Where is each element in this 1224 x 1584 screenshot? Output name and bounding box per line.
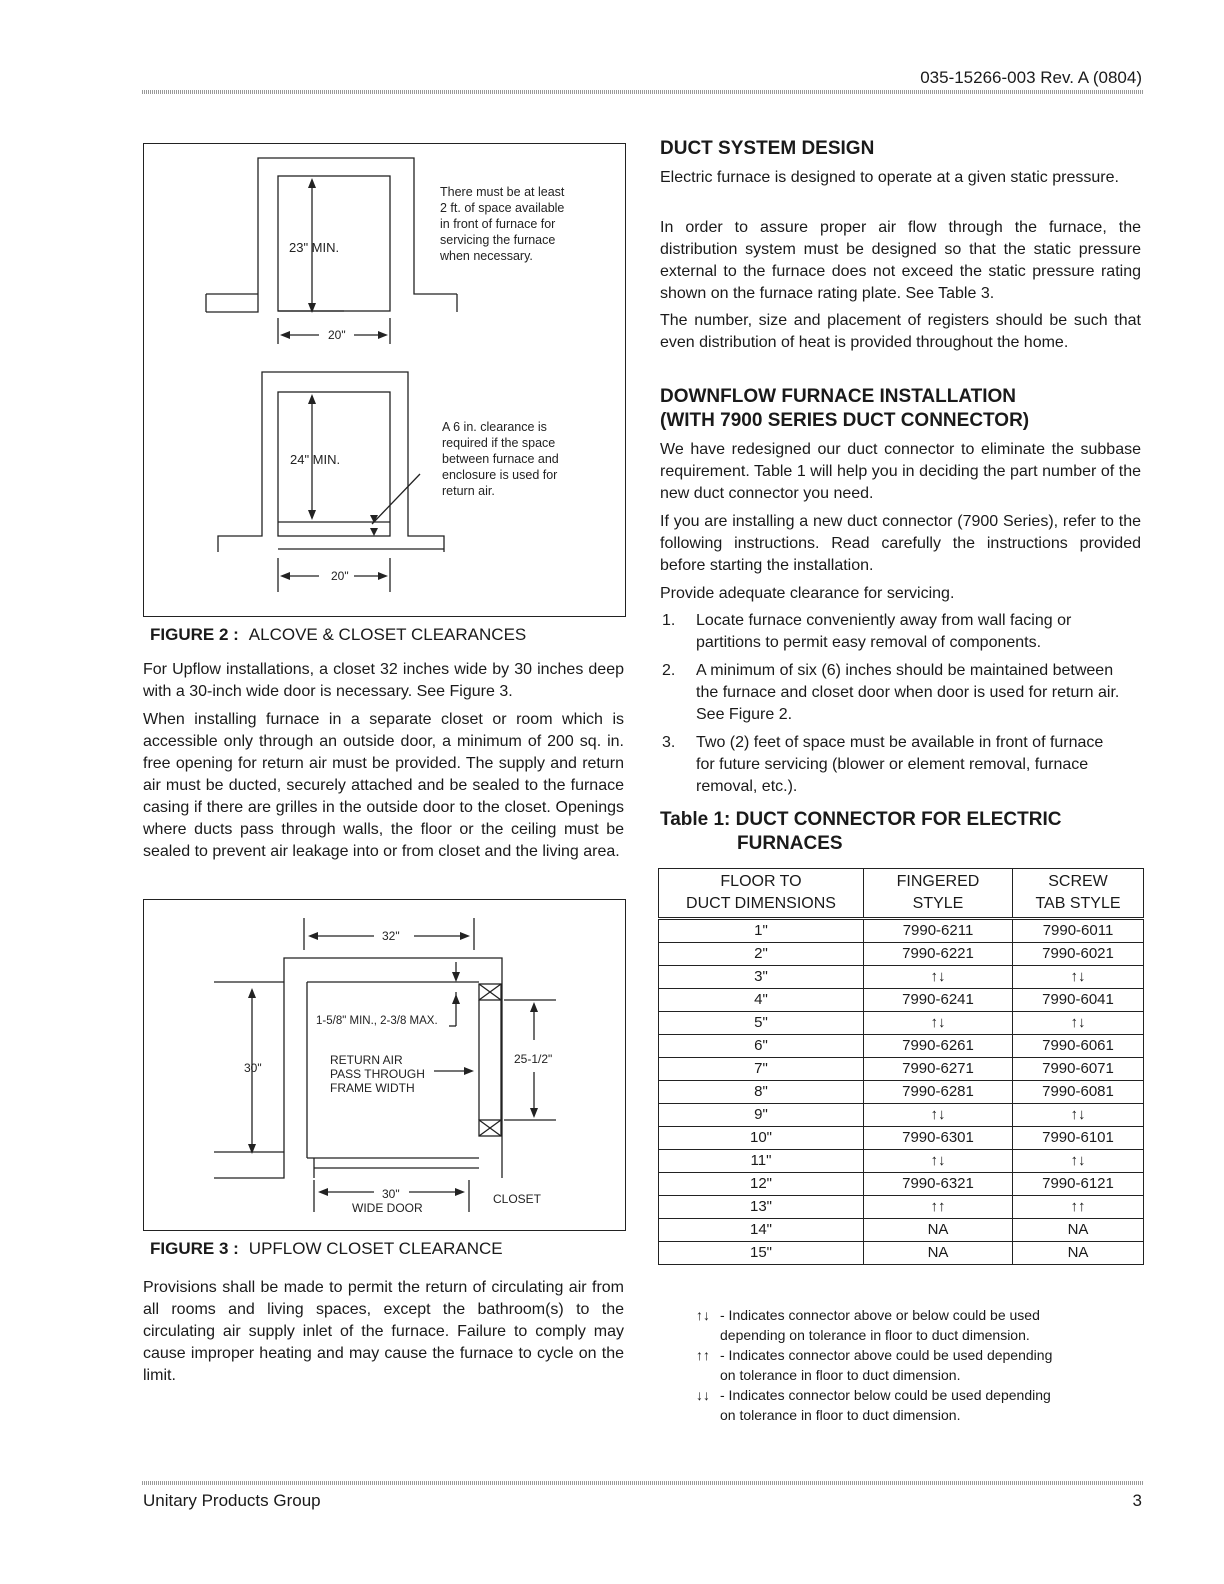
floor-to-duct-cell: 9" [659, 1104, 864, 1127]
screw-tab-style-cell: ↑↓ [1013, 1150, 1144, 1173]
floor-to-duct-cell: 12" [659, 1173, 864, 1196]
table-1-title [660, 808, 1061, 856]
table-row [659, 943, 1144, 966]
fingered-style-cell: 7990-6211 [864, 919, 1013, 943]
install-step [660, 610, 1120, 654]
header-rule [142, 90, 1144, 94]
fingered-style-cell: ↑↓ [864, 1150, 1013, 1173]
downflow-para-2: If you are installing a new duct connector (7900 Series), refer to the following instructions. Read carefully the instructions provided before starting the installation. [660, 513, 1141, 574]
top-note-line: servicing the furnace [440, 233, 556, 247]
fingered-style-cell: ↑↓ [864, 1104, 1013, 1127]
table-row [659, 1035, 1144, 1058]
table-row [659, 1150, 1144, 1173]
bottom-note-line: enclosure is used for [442, 468, 558, 482]
duct-design-para-2: In order to assure proper air flow through the furnace, the distribution system must be designed so that the static pressure external to the furnace does not exceed the static pressure rating shown on the furnace rating plate. See Table 3. [660, 219, 1141, 302]
footer-company: Unitary Products Group [143, 1491, 321, 1510]
screw-tab-style-cell: ↑↑ [1013, 1196, 1144, 1219]
top-note-line: in front of furnace for [440, 217, 556, 231]
table-1-title-line-2: FURNACES [737, 833, 843, 854]
step-number: 3. [662, 734, 676, 751]
table-row [659, 1012, 1144, 1035]
fingered-style-cell: ↑↑ [864, 1196, 1013, 1219]
screw-tab-style-cell: ↑↓ [1013, 1104, 1144, 1127]
header-screw-tab-style: SCREW TAB STYLE [1013, 869, 1144, 919]
floor-to-duct-cell: 13" [659, 1196, 864, 1219]
screw-tab-style-cell: 7990-6081 [1013, 1081, 1144, 1104]
step-text: A minimum of six (6) inches should be maintained between the furnace and closet door when door is used for return air. See Figure 2. [696, 662, 1120, 723]
fingered-style-cell: ↑↓ [864, 966, 1013, 989]
duct-design-para-3: The number, size and placement of registers should be such that even distribution of heat is provided throughout the home. [660, 312, 1141, 351]
downflow-heading-line-1: DOWNFLOW FURNACE INSTALLATION [660, 386, 1017, 407]
floor-to-duct-cell: 2" [659, 943, 864, 966]
table-header-row [659, 869, 1144, 919]
upflow-paragraph: For Upflow installations, a closet 32 inches wide by 30 inches deep with a 30-inch wide door is necessary. See Figure 3. [143, 661, 624, 700]
figure-3-title: UPFLOW CLOSET CLEARANCE [248, 1239, 503, 1258]
return-air-line: RETURN AIR [330, 1053, 403, 1067]
floor-to-duct-cell: 4" [659, 989, 864, 1012]
duct-connector-table [658, 868, 1144, 1265]
return-air-line: PASS THROUGH [330, 1067, 425, 1081]
floor-to-duct-cell: 8" [659, 1081, 864, 1104]
figure-2-title: ALCOVE & CLOSET CLEARANCES [248, 625, 527, 644]
table-row [659, 1081, 1144, 1104]
fingered-style-cell: 7990-6221 [864, 943, 1013, 966]
arrow-down-down-icon: ↓↓ [696, 1387, 710, 1403]
table-row [659, 1196, 1144, 1219]
bottom-note [442, 420, 559, 498]
screw-tab-style-cell: 7990-6061 [1013, 1035, 1144, 1058]
arrow-up-up-icon: ↑↑ [696, 1347, 710, 1363]
depth-30-label: 30" [244, 1061, 262, 1075]
fingered-style-cell: NA [864, 1219, 1013, 1242]
top-note-line: when necessary. [440, 249, 533, 263]
bottom-min-label: 24" MIN. [290, 452, 341, 467]
figure-3 [143, 899, 626, 1231]
screw-tab-style-cell: NA [1013, 1219, 1144, 1242]
screw-tab-style-cell: ↑↓ [1013, 1012, 1144, 1035]
floor-to-duct-cell: 14" [659, 1219, 864, 1242]
screw-tab-style-cell: 7990-6021 [1013, 943, 1144, 966]
install-step [660, 660, 1120, 726]
figure-2-caption [150, 625, 526, 645]
floor-to-duct-cell: 6" [659, 1035, 864, 1058]
figure-3-caption [150, 1239, 503, 1259]
install-step [660, 732, 1120, 798]
downflow-para-1: We have redesigned our duct connector to eliminate the subbase requirement. Table 1 will help you in deciding the part number of the new duct connector you need. [660, 441, 1141, 502]
figure-2-label: FIGURE 2 : [150, 625, 239, 644]
screw-tab-style-cell: 7990-6121 [1013, 1173, 1144, 1196]
top-note-line: 2 ft. of space available [440, 201, 565, 215]
bottom-note-line: return air. [442, 484, 495, 498]
table-note: ↑↑ - Indicates connector above could be used depending on tolerance in floor to duct dimension. [696, 1347, 1053, 1383]
floor-to-duct-cell: 5" [659, 1012, 864, 1035]
floor-to-duct-cell: 7" [659, 1058, 864, 1081]
arrow-up-down-icon: ↑↓ [696, 1307, 710, 1323]
fingered-style-cell: 7990-6301 [864, 1127, 1013, 1150]
screw-tab-style-cell: ↑↓ [1013, 966, 1144, 989]
fingered-style-cell: 7990-6271 [864, 1058, 1013, 1081]
floor-to-duct-cell: 15" [659, 1242, 864, 1265]
table-row [659, 1173, 1144, 1196]
footer-page-number: 3 [1132, 1491, 1142, 1510]
table-row [659, 1127, 1144, 1150]
table-row [659, 1104, 1144, 1127]
screw-tab-style-cell: 7990-6011 [1013, 919, 1144, 943]
screw-tab-style-cell: 7990-6041 [1013, 989, 1144, 1012]
step-text: Two (2) feet of space must be available in front of furnace for future servicing (blower or element removal, furnace removal, etc.). [696, 734, 1104, 795]
floor-to-duct-cell: 11" [659, 1150, 864, 1173]
top-note-line: There must be at least [440, 185, 565, 199]
figure-3-label: FIGURE 3 : [150, 1239, 239, 1258]
screw-tab-style-cell: 7990-6101 [1013, 1127, 1144, 1150]
screw-tab-style-cell: 7990-6071 [1013, 1058, 1144, 1081]
frame-height-label: 25-1/2" [514, 1052, 553, 1066]
fingered-style-cell: 7990-6321 [864, 1173, 1013, 1196]
downflow-para-3: Provide adequate clearance for servicing. [660, 585, 955, 602]
alcove-wall [206, 158, 457, 312]
table-note: ↓↓ - Indicates connector below could be used depending on tolerance in floor to duct dimension. [696, 1387, 1051, 1423]
fingered-style-cell: ↑↓ [864, 1012, 1013, 1035]
fingered-style-cell: 7990-6281 [864, 1081, 1013, 1104]
duct-design-heading: DUCT SYSTEM DESIGN [660, 138, 875, 159]
install-steps [660, 610, 1120, 804]
header-floor-to-duct: FLOOR TO DUCT DIMENSIONS [659, 869, 864, 919]
bottom-note-line: required if the space [442, 436, 556, 450]
table-row [659, 1242, 1144, 1265]
downflow-heading [660, 385, 1029, 433]
floor-to-duct-cell: 3" [659, 966, 864, 989]
top-width-label: 20" [328, 328, 346, 342]
screw-tab-style-cell: NA [1013, 1242, 1144, 1265]
floor-to-duct-cell: 1" [659, 919, 864, 943]
document-number: 035-15266-003 Rev. A (0804) [920, 68, 1142, 87]
table-row [659, 1219, 1144, 1242]
step-number: 2. [662, 662, 676, 679]
width-32-label: 32" [382, 929, 400, 943]
table-row [659, 1058, 1144, 1081]
table-1-title-line-1: Table 1: DUCT CONNECTOR FOR ELECTRIC [660, 809, 1062, 830]
wide-door-label: WIDE DOOR [352, 1201, 423, 1215]
table-row [659, 919, 1144, 943]
header-fingered-style: FINGERED STYLE [864, 869, 1013, 919]
duct-design-para-1: Electric furnace is designed to operate at a given static pressure. [660, 169, 1119, 186]
table-note: ↑↓ - Indicates connector above or below could be used depending on tolerance in floor to duct dimension. [696, 1307, 1040, 1343]
bottom-note-line: between furnace and [442, 452, 559, 466]
top-min-label: 23" MIN. [289, 240, 340, 255]
fingered-style-cell: 7990-6261 [864, 1035, 1013, 1058]
footer-rule [142, 1481, 1144, 1485]
figure-3-drawing [144, 900, 625, 1230]
step-text: Locate furnace conveniently away from wall facing or partitions to permit easy removal of components. [696, 612, 1072, 651]
bottom-note-line: A 6 in. clearance is [442, 420, 547, 434]
top-note [439, 185, 565, 263]
return-air-line: FRAME WIDTH [330, 1081, 415, 1095]
fingered-style-cell: NA [864, 1242, 1013, 1265]
downflow-heading-line-2: (WITH 7900 SERIES DUCT CONNECTOR) [660, 410, 1030, 431]
bottom-width-label: 20" [331, 569, 349, 583]
fingered-style-cell: 7990-6241 [864, 989, 1013, 1012]
door-width-label: 30" [382, 1187, 400, 1201]
figure-2 [143, 143, 626, 617]
table-notes [696, 1305, 1126, 1425]
return-air-paragraph: Provisions shall be made to permit the return of circulating air from all rooms and living spaces, except the bathroom(s) to the circulating air supply inlet of the furnace. Failure to comply may cause improper heating and may cause the furnace to cycle on the limit. [143, 1279, 624, 1384]
min-max-label: 1-5/8" MIN., 2-3/8 MAX. [316, 1015, 438, 1027]
floor-to-duct-cell: 10" [659, 1127, 864, 1150]
figure-2-drawing [144, 144, 625, 616]
table-row [659, 966, 1144, 989]
table-row [659, 989, 1144, 1012]
closet-paragraph: When installing furnace in a separate closet or room which is accessible only through an outside door, a minimum of 200 sq. in. free opening for return air must be provided. The supply and return air must be ducted, securely attached and be sealed to the furnace casing if there are grilles in the outside door to the closet. Openings where ducts pass through walls, the floor or the ceiling must be sealed to prevent air leakage into or from closet and the living area. [143, 711, 624, 860]
closet-label: CLOSET [493, 1192, 542, 1206]
step-number: 1. [662, 612, 676, 629]
